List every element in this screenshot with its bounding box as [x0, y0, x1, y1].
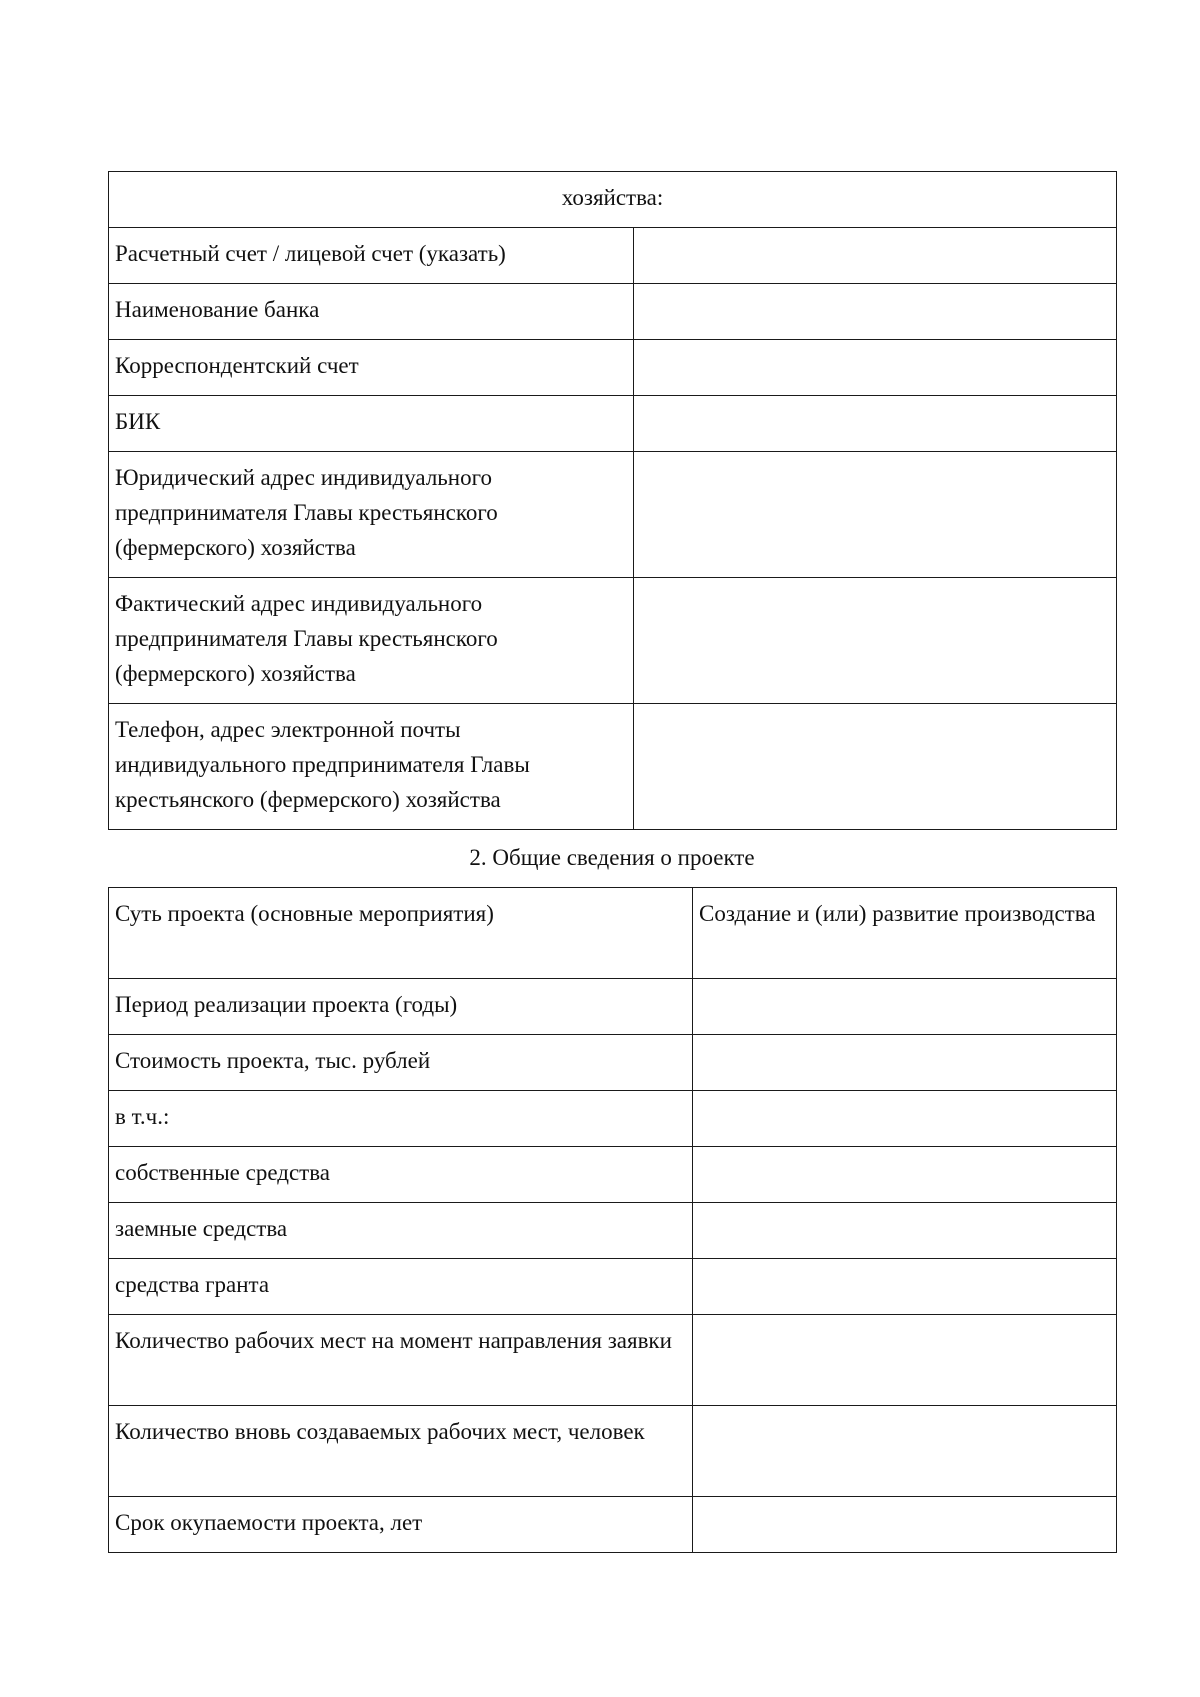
bank-details-table [108, 171, 1117, 830]
table-row [109, 1315, 1117, 1406]
row-label: собственные средства [109, 1147, 693, 1203]
row-value [634, 284, 1117, 340]
row-value [634, 396, 1117, 452]
row-value [634, 704, 1117, 830]
table-row [109, 396, 1117, 452]
row-value [634, 228, 1117, 284]
table-header-cell: хозяйства: [109, 172, 1117, 228]
table-row [109, 1035, 1117, 1091]
row-label: Суть проекта (основные мероприятия) [109, 888, 693, 979]
row-label: Корреспондентский счет [109, 340, 634, 396]
row-label: заемные средства [109, 1203, 693, 1259]
row-value: Создание и (или) развитие производства [693, 888, 1117, 979]
row-label: Телефон, адрес электронной почты индивидуального предпринимателя Главы крестьянского (фермерского) хозяйства [109, 704, 634, 830]
table-row [109, 228, 1117, 284]
table-row [109, 1406, 1117, 1497]
row-value [693, 1259, 1117, 1315]
project-info-table [108, 887, 1117, 1553]
table-row [109, 172, 1117, 228]
table-row [109, 452, 1117, 578]
table-row [109, 1091, 1117, 1147]
row-label: Количество вновь создаваемых рабочих мест, человек [109, 1406, 693, 1497]
row-value [634, 340, 1117, 396]
table-row [109, 1497, 1117, 1553]
row-label: Расчетный счет / лицевой счет (указать) [109, 228, 634, 284]
table-row [109, 704, 1117, 830]
table-row [109, 979, 1117, 1035]
table-row [109, 340, 1117, 396]
row-label: БИК [109, 396, 634, 452]
table-row [109, 1259, 1117, 1315]
row-value [693, 1315, 1117, 1406]
row-label: средства гранта [109, 1259, 693, 1315]
row-value [634, 578, 1117, 704]
table-row [109, 578, 1117, 704]
row-value [693, 979, 1117, 1035]
table-row [109, 1147, 1117, 1203]
row-value [693, 1091, 1117, 1147]
row-label: Наименование банка [109, 284, 634, 340]
table-row [109, 888, 1117, 979]
section-heading: 2. Общие сведения о проекте [469, 845, 755, 870]
table-row [109, 1203, 1117, 1259]
row-value [693, 1497, 1117, 1553]
row-label: Фактический адрес индивидуального предпринимателя Главы крестьянского (фермерского) хозяйства [109, 578, 634, 704]
row-value [693, 1203, 1117, 1259]
row-value [693, 1406, 1117, 1497]
row-label: Количество рабочих мест на момент направления заявки [109, 1315, 693, 1406]
row-label: Период реализации проекта (годы) [109, 979, 693, 1035]
row-label: Стоимость проекта, тыс. рублей [109, 1035, 693, 1091]
row-label: Срок окупаемости проекта, лет [109, 1497, 693, 1553]
row-value [634, 452, 1117, 578]
row-value [693, 1147, 1117, 1203]
row-label: Юридический адрес индивидуального предпринимателя Главы крестьянского (фермерского) хозяйства [109, 452, 634, 578]
row-value [693, 1035, 1117, 1091]
row-label: в т.ч.: [109, 1091, 693, 1147]
table-row [109, 284, 1117, 340]
